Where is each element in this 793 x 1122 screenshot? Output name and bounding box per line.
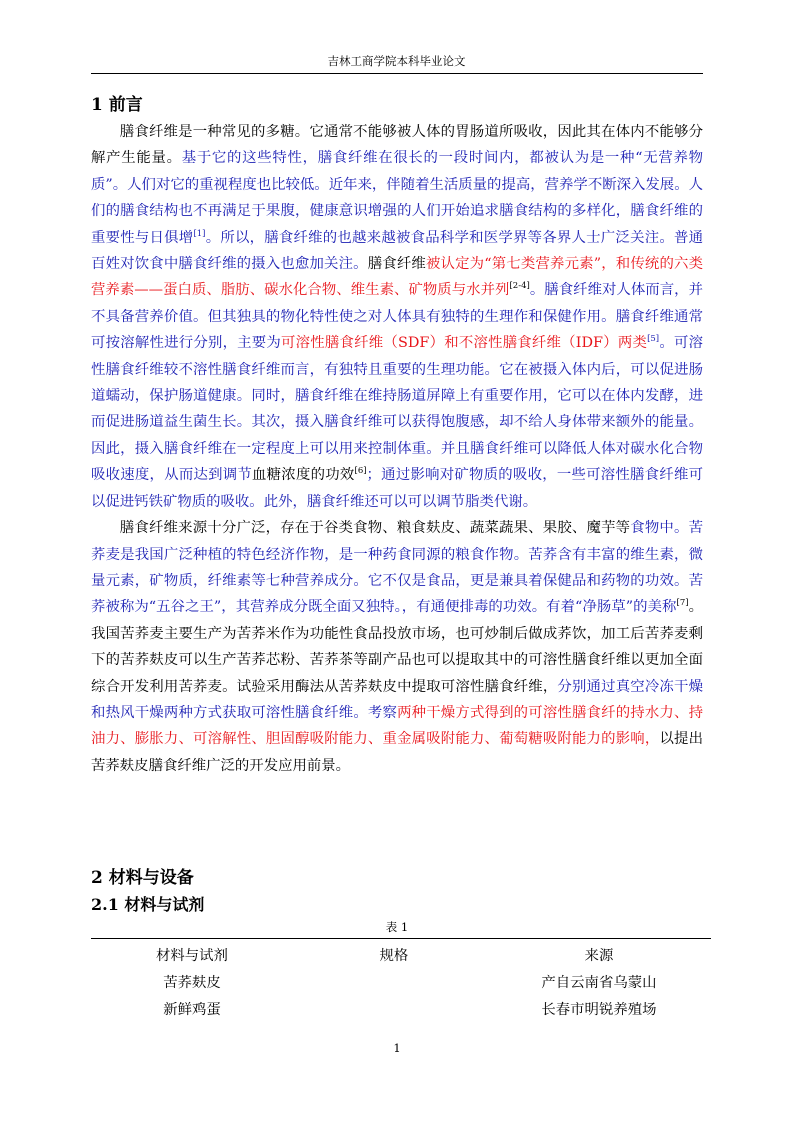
- table-row: [91, 995, 703, 1022]
- table-cell: 苦荞麸皮: [163, 975, 221, 991]
- page-number: 1: [393, 1041, 401, 1055]
- table-header-row: [91, 941, 703, 968]
- p1-text-i: 血糖浓度的功效: [252, 467, 355, 484]
- citation-ref: [7]: [676, 598, 689, 609]
- p2-text-a: 膳食纤维来源十分广泛，存在于谷类食物、粮食麸皮、蔬菜蔬果、果胶、魔芋等: [119, 520, 631, 537]
- materials-table: [91, 941, 703, 1022]
- p2-text-d: 分别通过真空冷冻干燥和热风干燥两种方式获取可溶性膳食纤维。考察: [91, 678, 703, 721]
- p1-text-e: 被认定为“第七类营养元素”，和传统的六类营养素——蛋白质、脂肪、碳水化合物、维生素、矿物质与水并列: [91, 256, 703, 299]
- table-cell: 产自云南省乌蒙山: [541, 975, 657, 991]
- table-header-cell: 规格: [379, 948, 409, 964]
- citation-ref: [5]: [647, 334, 660, 345]
- table-caption: 表 1: [385, 920, 409, 934]
- table-header-cell: 来源: [584, 948, 614, 964]
- p2-text-f: 以提出苦荞麸皮膳食纤维广泛的开发应用前景。: [91, 731, 703, 774]
- p1-text-f: 。膳食纤维对人体而言，并不具备营养价值。但其独具的物化特性使之对人体具有独特的生理作和保健作用。膳食纤维通常可按溶解性进行分别，主要为: [91, 282, 703, 352]
- citation-ref: [6]: [354, 466, 367, 477]
- preface-paragraph-1: [91, 119, 703, 515]
- section-heading-preface: 1 前言: [91, 95, 143, 115]
- table-top-rule: [91, 938, 711, 939]
- p1-text-a: 膳食纤维是一种常见的多糖。它通常不能够被人体的胃肠道所吸收，因此其在体内不能够分解产生能量。: [91, 124, 703, 167]
- p1-text-c: 。所以，膳食纤维的也越来越被食品科学和医学界等各界人士广泛关注。普通百姓对饮食中膳食纤维的摄入也愈加关注。: [91, 229, 703, 273]
- table-cell: [293, 995, 495, 1022]
- page-header: 吉林工商学院本科毕业论文: [327, 54, 466, 68]
- table-header-cell: 材料与试剂: [155, 948, 228, 964]
- p1-text-j: ；通过影响对矿物质的吸收，一些可溶性膳食纤维可以促进钙铁矿物质的吸收。此外，膳食纤维还可以可以调节脂类代谢。: [91, 467, 703, 510]
- preface-paragraph-2: [91, 515, 703, 779]
- p1-text-b: 基于它的这些特性，膳食纤维在很长的一段时间内，都被认为是一种“无营养物质”。人们对它的重视程度也比较低。近年来，伴随着生活质量的提高，营养学不断深入发展。人们的膳食结构也不再满足于果腹，健康意识增强的人们开始追求膳食结构的多样化，膳食纤维的重要性与日俱增: [91, 150, 703, 246]
- table-cell: [293, 968, 495, 995]
- preface-body: [91, 119, 703, 779]
- subsection-heading-reagents: 2.1 材料与试剂: [91, 895, 205, 914]
- p1-text-h: 。可溶性膳食纤维较不溶性膳食纤维而言，有独特且重要的生理功能。它在被摄入体内后，可以促进肠道蠕动，保护肠道健康。同时，膳食纤维在维持肠道屏障上有重要作用，它可以在体内发酵，进而促进肠道益生菌生长。其次，摄入膳食纤维可以获得饱腹感，却不给人身体带来额外的能量。因此，摄入膳食纤维在一定程度上可以用来控制体重。并且膳食纤维可以降低人体对碳水化合物吸收速度，从而达到调节: [91, 335, 703, 484]
- p2-text-c: 。我国苦荞麦主要生产为苦荞米作为功能性食品投放市场，也可炒制后做成荞饮，加工后苦荞麦剩下的苦荞麸皮可以生产苦荞芯粉、苦荞茶等副产品也可以提取其中的可溶性膳食纤维以更加全面综合开发利用苦荞麦。试验采用酶法从苦荞麸皮中提取可溶性膳食纤维，: [91, 599, 703, 695]
- table-cell: 长春市明锐养殖场: [541, 1002, 657, 1018]
- p2-text-e: 两种干燥方式得到的可溶性膳食纤的持水力、持油力、膨胀力、可溶解性、胆固醇吸附能力、重金属吸附能力、葡萄糖吸附能力的影响，: [91, 704, 703, 748]
- citation-ref: [1]: [193, 228, 206, 239]
- p1-text-d: 膳食纤维: [367, 256, 426, 273]
- header-rule: [91, 73, 703, 74]
- table-cell: 新鲜鸡蛋: [163, 1002, 221, 1018]
- p2-text-b: 食物中。苦荞麦是我国广泛种植的特色经济作物，是一种药食同源的粮食作物。苦荞含有丰富的维生素，微量元素，矿物质，纤维素等七种营养成分。它不仅是食品，更是兼具着保健品和药物的功效。苦荞被称为“五谷之王”，其营养成分既全面又独特。，有通便排毒的功效。有着“净肠草”的美称: [91, 520, 703, 616]
- citation-ref: [2-4]: [509, 281, 530, 292]
- section-heading-materials: 2 材料与设备: [91, 868, 194, 888]
- table-row: [91, 968, 703, 995]
- p1-text-g: 可溶性膳食纤维（SDF）和不溶性膳食纤维（IDF）两类: [281, 335, 648, 352]
